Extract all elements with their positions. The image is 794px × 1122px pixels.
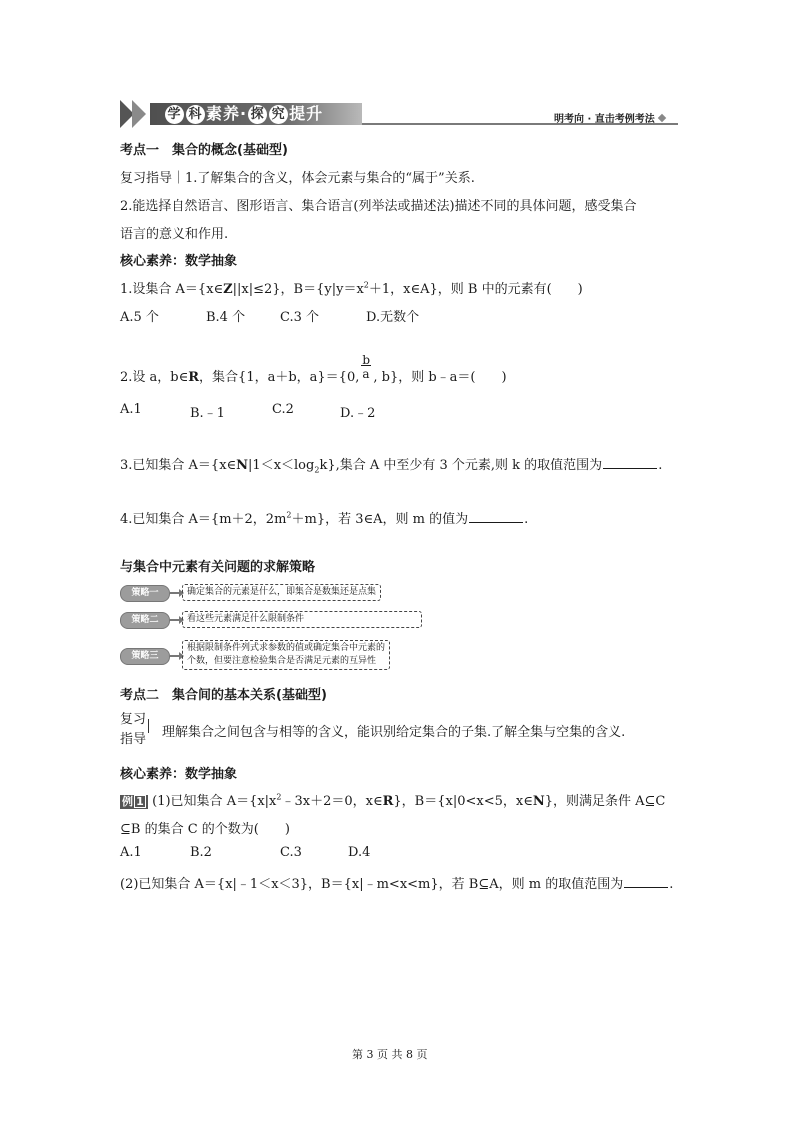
strategy-label-3: 策略三 bbox=[120, 648, 170, 665]
arrow-right-icon bbox=[170, 619, 180, 621]
section2-review-text: 理解集合之间包含与相等的含义，能识别给定集合的子集.了解全集与空集的含义. bbox=[162, 725, 626, 740]
header-right-text: 明考向 · 直击考例考法 bbox=[554, 110, 665, 125]
example-1-option-c: C.3 bbox=[280, 845, 302, 860]
example-badge: 例 1 bbox=[120, 795, 148, 809]
question-1-option-c: C.3 个 bbox=[280, 310, 320, 325]
strategy-label-2: 策略二 bbox=[120, 612, 170, 629]
strategy-box-1: 确定集合的元素是什么，即集合是数集还是点集 bbox=[182, 584, 381, 601]
arrow-right-icon bbox=[170, 592, 180, 594]
example-1-option-d: D.4 bbox=[348, 845, 371, 860]
answer-blank[interactable] bbox=[624, 886, 668, 888]
example-1-part-1: 例 1 (1)已知集合 $A=\{x|x^2﹣3x+2=0$，x∈R}，B＝{x|0<x<5，x∈N}，则满足条件 A⊆C bbox=[122, 792, 666, 809]
section2-core-literacy: 核心素养：数学抽象 bbox=[120, 767, 238, 782]
question-1: 1.设集合 A＝{x∈Z||x|≤2}，$B=\{y|y=x^2+1$，x∈A}，则 B 中的元素有( ) bbox=[120, 280, 583, 297]
section1-review-line1: 复习指导｜1.了解集合的含义，体会元素与集合的“属于”关系. bbox=[120, 171, 475, 186]
section1-title: 考点一 集合的概念(基础型) bbox=[120, 143, 288, 158]
diamond-icon bbox=[658, 114, 666, 122]
question-2-option-c: C.2 bbox=[272, 402, 294, 417]
example-1-part-1-line2: ⊆B 的集合 C 的个数为( ) bbox=[120, 822, 290, 837]
section1-core-literacy: 核心素养：数学抽象 bbox=[120, 254, 238, 269]
section-banner bbox=[120, 100, 362, 128]
question-2-option-b: B.﹣1 bbox=[190, 406, 225, 421]
section1-review-line3: 语言的意义和作用. bbox=[120, 227, 229, 242]
example-1-option-b: B.2 bbox=[190, 845, 212, 860]
section2-title: 考点二 集合间的基本关系(基础型) bbox=[120, 688, 327, 703]
question-1-option-d: D.无数个 bbox=[366, 310, 420, 325]
strategy-box-2: 看这些元素满足什么限制条件 bbox=[182, 611, 422, 628]
answer-blank[interactable] bbox=[603, 467, 657, 469]
question-1-option-b: B.4 个 bbox=[206, 310, 246, 325]
example-1-option-a: A.1 bbox=[120, 845, 142, 860]
question-4: 4.已知集合 A＝{m＋2，$2m^2+m$}，若 3∈A，则 m 的值为 . bbox=[120, 510, 529, 527]
fraction-b-over-a: $\frac{b}{a}$ bbox=[362, 353, 371, 381]
question-2-option-d: D.﹣2 bbox=[340, 406, 376, 421]
banner-chevron-icon bbox=[132, 100, 146, 128]
strategy-title: 与集合中元素有关问题的求解策略 bbox=[120, 560, 316, 575]
question-3: 3.已知集合 $A=\{x\in N|1<x<\log_2k\}$,集合 A 中至少有 3 个元素,则 k 的取值范围为 . bbox=[120, 458, 663, 475]
question-2-option-a: A.1 bbox=[120, 402, 142, 417]
arrow-right-icon bbox=[170, 655, 180, 657]
strategy-label-1: 策略一 bbox=[120, 585, 170, 602]
section1-review-line2: 2.能选择自然语言、图形语言、集合语言(列举法或描述法)描述不同的具体问题，感受集合 bbox=[120, 199, 637, 214]
banner-title: 学 科 素养· 探 究 提升 bbox=[164, 103, 323, 125]
answer-blank[interactable] bbox=[469, 521, 523, 523]
question-1-option-a: A.5 个 bbox=[120, 310, 159, 325]
example-1-part-2: (2)已知集合 A＝{x|﹣1＜x＜3}，B＝{x|﹣m<x<m}，若 B⊆A，则 m 的取值范围为 . bbox=[120, 877, 674, 892]
strategy-box-3: 根据限制条件列式求参数的值或确定集合中元素的 个数，但要注意检验集合是否满足元素的互异性 bbox=[182, 640, 390, 670]
question-2: 2.设 a，b∈R，集合{1，a＋b，a}＝{0, $\frac{b}{a}$ , b}，则 b﹣a＝( ) bbox=[120, 353, 507, 385]
page-footer: 第 3 页 共 8 页 bbox=[352, 1048, 428, 1061]
section2-review-label: 复习 指导 bbox=[120, 712, 147, 747]
divider bbox=[148, 719, 149, 733]
